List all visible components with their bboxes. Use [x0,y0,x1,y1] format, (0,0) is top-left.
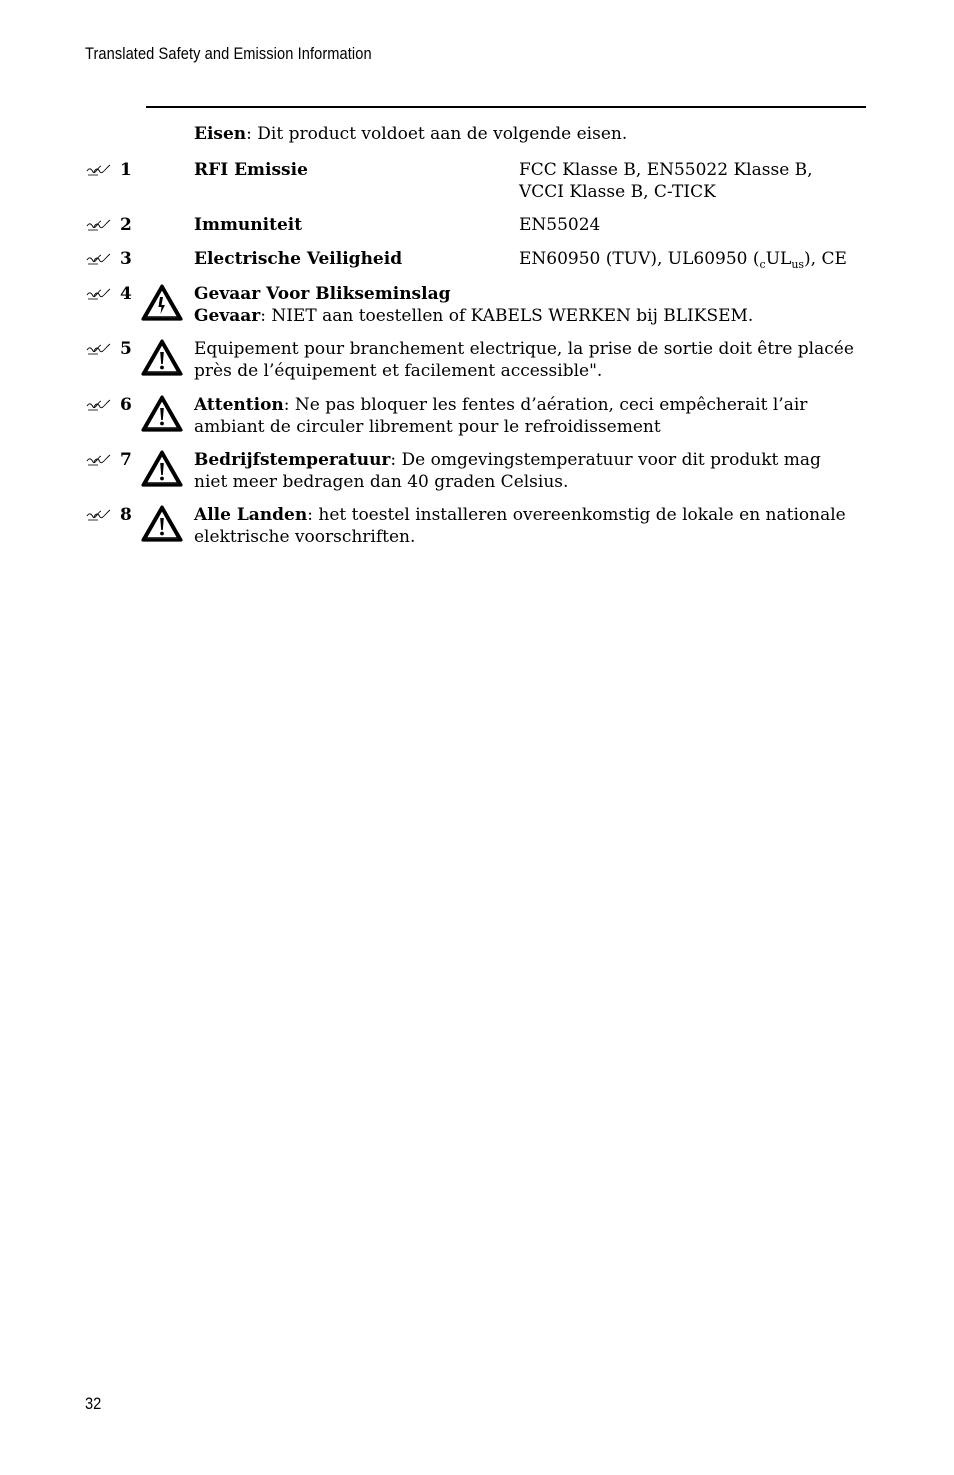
warning-body: : het toestel installeren overeenkomstig de lokale en nationale [307,505,846,525]
warning-line: niet meer bedragen dan 40 graden Celsius. [194,472,569,492]
requirements-intro [194,123,627,145]
standard-label: RFI Emissie [194,160,308,180]
exclamation-warning-icon [140,449,184,487]
warning-label: Attention [194,395,284,415]
warning-label: Alle Landen [194,505,308,525]
warning-label: Gevaar [194,306,261,326]
standard-value-line: VCCI Klasse B, C-TICK [519,182,716,202]
standard-value [519,159,879,203]
check-icon [86,509,118,523]
item-number: 8 [120,505,132,525]
value-subscript: c [759,258,766,271]
item-number: 2 [120,215,132,235]
page-number: 32 [85,1394,102,1413]
check-icon [86,288,118,302]
exclamation-warning-icon [140,504,184,542]
standard-label: Electrische Veiligheid [194,249,403,269]
check-icon [86,399,118,413]
check-icon [86,164,118,178]
standard-value: EN55024 [519,215,601,235]
value-subscript: us [791,258,805,271]
warning-text [194,338,874,382]
warning-body: : Ne pas bloquer les fentes d’aération, ceci empêcherait l’air [283,395,808,415]
value-text: UL [765,249,792,269]
exclamation-warning-icon [140,394,184,432]
warning-body: : De omgevingstemperatuur voor dit produkt mag [390,450,821,470]
standard-value [519,248,879,270]
item-number: 1 [120,160,132,180]
warning-label: Bedrijfstemperatuur [194,450,391,470]
warning-title: Gevaar Voor Blikseminslag [194,284,451,304]
check-icon [86,253,118,267]
warning-line: près de l’équipement et facilement accessible". [194,361,603,381]
intro-label: Eisen [194,124,247,144]
warning-line: Equipement pour branchement electrique, la prise de sortie doit être placée [194,339,854,359]
check-icon [86,343,118,357]
item-number: 5 [120,339,132,359]
lightning-warning-icon [140,283,184,321]
warning-text [194,394,874,438]
item-number: 7 [120,450,132,470]
value-text: EN60950 (TUV), UL60950 ( [519,249,760,269]
warning-text [194,449,874,493]
warning-text [194,504,874,548]
value-text: ), CE [804,249,847,269]
item-number: 3 [120,249,132,269]
warning-body: : NIET aan toestellen of KABELS WERKEN bij BLIKSEM. [260,306,754,326]
header-rule [146,106,866,108]
warning-text [194,283,874,327]
standard-value-line: FCC Klasse B, EN55022 Klasse B, [519,160,813,180]
check-icon [86,219,118,233]
standard-label: Immuniteit [194,215,303,235]
check-icon [86,454,118,468]
item-number: 6 [120,395,132,415]
running-header: Translated Safety and Emission Information [85,44,372,63]
warning-line: ambiant de circuler librement pour le refroidissement [194,417,661,437]
exclamation-warning-icon [140,338,184,376]
warning-line: elektrische voorschriften. [194,527,416,547]
intro-text: : Dit product voldoet aan de volgende eisen. [246,124,628,144]
item-number: 4 [120,284,132,304]
